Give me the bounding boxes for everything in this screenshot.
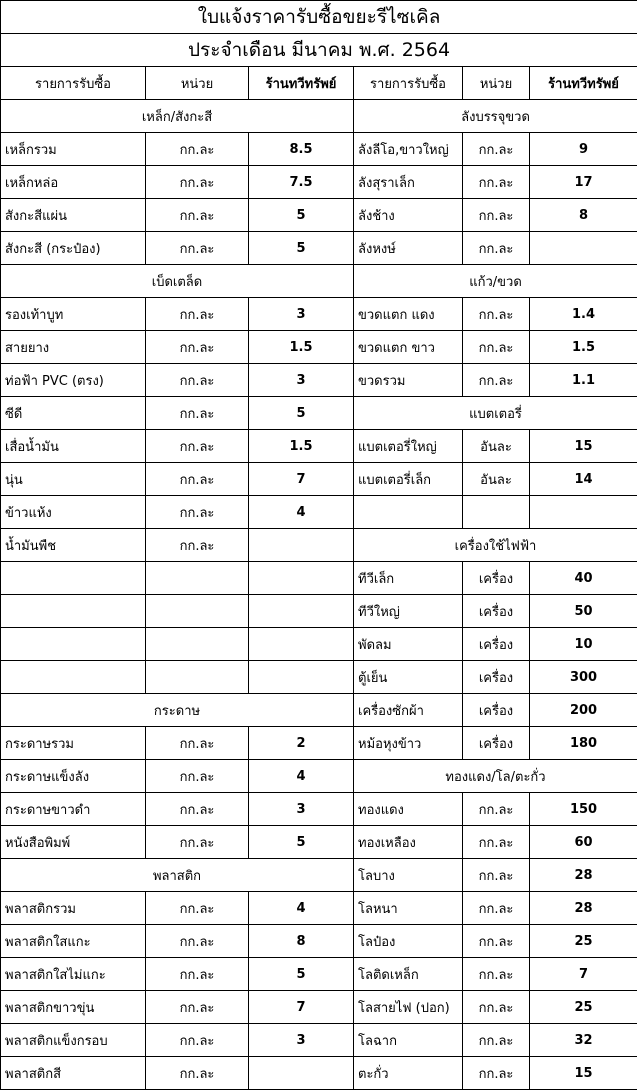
- item-unit: กก.ละ: [146, 430, 249, 463]
- item-name: พลาสติกแข็งกรอบ: [1, 1024, 146, 1057]
- item-price: 1.5: [530, 331, 637, 364]
- item-name: [354, 496, 463, 529]
- item-name: ลังลีโอ,ขาวใหญ่: [354, 133, 463, 166]
- item-unit: [146, 562, 249, 595]
- item-price: 7.5: [249, 166, 354, 199]
- table-row: [1, 892, 637, 925]
- item-name: ซีดี: [1, 397, 146, 430]
- item-unit: [146, 661, 249, 694]
- item-name: นุ่น: [1, 463, 146, 496]
- item-price: [249, 628, 354, 661]
- item-unit: กก.ละ: [146, 463, 249, 496]
- item-name: โลสายไฟ (ปอก): [354, 991, 463, 1024]
- item-name: แบตเตอรี่ใหญ่: [354, 430, 463, 463]
- item-price: 300: [530, 661, 637, 694]
- table-row: [1, 760, 637, 793]
- table-row: [1, 958, 637, 991]
- item-name: [1, 562, 146, 595]
- item-name: ลังหงษ์: [354, 232, 463, 265]
- item-unit: กก.ละ: [146, 727, 249, 760]
- item-unit: [146, 595, 249, 628]
- item-price: 180: [530, 727, 637, 760]
- item-unit: กก.ละ: [463, 166, 530, 199]
- item-name: โลฉาก: [354, 1024, 463, 1057]
- item-price: 150: [530, 793, 637, 826]
- item-price: 5: [249, 826, 354, 859]
- table-row: [1, 133, 637, 166]
- item-price: 15: [530, 1057, 637, 1090]
- item-name: สังกะสีแผ่น: [1, 199, 146, 232]
- item-price: 15: [530, 430, 637, 463]
- item-name: [1, 595, 146, 628]
- document-subtitle: ประจำเดือน มีนาคม พ.ศ. 2564: [1, 34, 637, 67]
- item-unit: กก.ละ: [146, 793, 249, 826]
- table-row: [1, 298, 637, 331]
- item-price: [530, 232, 637, 265]
- item-name: กระดาษขาวดำ: [1, 793, 146, 826]
- section-header: แบตเตอรี่: [354, 397, 637, 430]
- item-name: พัดลม: [354, 628, 463, 661]
- header-unit-right: หน่วย: [463, 67, 530, 100]
- item-price: 5: [249, 199, 354, 232]
- item-unit: กก.ละ: [463, 331, 530, 364]
- item-price: 17: [530, 166, 637, 199]
- item-price: 1.5: [249, 430, 354, 463]
- item-unit: กก.ละ: [463, 364, 530, 397]
- item-price: 4: [249, 892, 354, 925]
- item-name: ตะกั่ว: [354, 1057, 463, 1090]
- section-header: เหล็ก/สังกะสี: [1, 100, 354, 133]
- item-unit: [463, 496, 530, 529]
- item-name: ท่อฟ้า PVC (ตรง): [1, 364, 146, 397]
- item-unit: กก.ละ: [463, 925, 530, 958]
- table-row: [1, 925, 637, 958]
- item-unit: กก.ละ: [146, 1057, 249, 1090]
- item-unit: กก.ละ: [463, 826, 530, 859]
- item-unit: กก.ละ: [146, 958, 249, 991]
- table-row: [1, 232, 637, 265]
- item-name: หนังสือพิมพ์: [1, 826, 146, 859]
- item-unit: กก.ละ: [146, 397, 249, 430]
- item-unit: เครื่อง: [463, 694, 530, 727]
- table-row: [1, 661, 637, 694]
- item-name: โลบาง: [354, 859, 463, 892]
- table-row: [1, 595, 637, 628]
- header-item-left: รายการรับซื้อ: [1, 67, 146, 100]
- item-unit: เครื่อง: [463, 661, 530, 694]
- item-price: 60: [530, 826, 637, 859]
- item-price: 3: [249, 1024, 354, 1057]
- item-name: พลาสติกรวม: [1, 892, 146, 925]
- item-price: 5: [249, 232, 354, 265]
- item-name: เสื่อน้ำมัน: [1, 430, 146, 463]
- item-name: พลาสติกใสไม่แกะ: [1, 958, 146, 991]
- table-row: [1, 826, 637, 859]
- item-price: 8: [530, 199, 637, 232]
- item-name: ทองแดง: [354, 793, 463, 826]
- item-name: รองเท้าบูท: [1, 298, 146, 331]
- item-price: 8.5: [249, 133, 354, 166]
- item-unit: กก.ละ: [146, 892, 249, 925]
- item-name: โลติดเหล็ก: [354, 958, 463, 991]
- item-name: ขวดรวม: [354, 364, 463, 397]
- item-unit: กก.ละ: [146, 364, 249, 397]
- item-name: แบตเตอรี่เล็ก: [354, 463, 463, 496]
- item-name: ลังสุราเล็ก: [354, 166, 463, 199]
- item-unit: กก.ละ: [146, 925, 249, 958]
- item-unit: เครื่อง: [463, 595, 530, 628]
- table-row: [1, 166, 637, 199]
- item-unit: อันละ: [463, 463, 530, 496]
- item-price: 5: [249, 958, 354, 991]
- item-price: [249, 595, 354, 628]
- item-price: 28: [530, 859, 637, 892]
- table-row: [1, 562, 637, 595]
- item-name: สังกะสี (กระป๋อง): [1, 232, 146, 265]
- item-name: พลาสติกสี: [1, 1057, 146, 1090]
- header-unit-left: หน่วย: [146, 67, 249, 100]
- item-unit: กก.ละ: [146, 826, 249, 859]
- item-price: 5: [249, 397, 354, 430]
- item-price: 50: [530, 595, 637, 628]
- item-price: 8: [249, 925, 354, 958]
- item-price: 1.5: [249, 331, 354, 364]
- item-name: พลาสติกใสแกะ: [1, 925, 146, 958]
- item-price: [249, 562, 354, 595]
- item-price: 32: [530, 1024, 637, 1057]
- item-unit: กก.ละ: [463, 892, 530, 925]
- item-price: 40: [530, 562, 637, 595]
- item-name: ลังช้าง: [354, 199, 463, 232]
- table-row: [1, 364, 637, 397]
- item-unit: กก.ละ: [146, 760, 249, 793]
- table-row: [1, 1057, 637, 1090]
- item-name: สายยาง: [1, 331, 146, 364]
- table-row: [1, 265, 637, 298]
- table-row: [1, 100, 637, 133]
- item-unit: อันละ: [463, 430, 530, 463]
- item-unit: กก.ละ: [463, 199, 530, 232]
- item-unit: กก.ละ: [463, 793, 530, 826]
- item-name: น้ำมันพืช: [1, 529, 146, 562]
- item-price: 9: [530, 133, 637, 166]
- item-unit: กก.ละ: [463, 232, 530, 265]
- header-item-right: รายการรับซื้อ: [354, 67, 463, 100]
- item-price: 4: [249, 496, 354, 529]
- item-name: ทีวีเล็ก: [354, 562, 463, 595]
- item-unit: กก.ละ: [463, 958, 530, 991]
- table-row: [1, 727, 637, 760]
- item-price: 10: [530, 628, 637, 661]
- table-row: [1, 430, 637, 463]
- table-row: [1, 859, 637, 892]
- item-name: หม้อหุงข้าว: [354, 727, 463, 760]
- section-header: พลาสติก: [1, 859, 354, 892]
- table-row: [1, 1024, 637, 1057]
- item-name: เครื่องซักผ้า: [354, 694, 463, 727]
- item-unit: กก.ละ: [463, 298, 530, 331]
- item-price: 14: [530, 463, 637, 496]
- item-price: 25: [530, 925, 637, 958]
- header-shop-left: ร้านทวีทรัพย์: [249, 67, 354, 100]
- table-row: [1, 496, 637, 529]
- table-row: [1, 694, 637, 727]
- item-name: ตู้เย็น: [354, 661, 463, 694]
- section-header: ลังบรรจุขวด: [354, 100, 637, 133]
- item-unit: กก.ละ: [463, 1024, 530, 1057]
- item-price: 1.4: [530, 298, 637, 331]
- item-price: 200: [530, 694, 637, 727]
- item-name: เหล็กรวม: [1, 133, 146, 166]
- item-price: 3: [249, 793, 354, 826]
- table-row: [1, 529, 637, 562]
- item-name: ข้าวแห้ง: [1, 496, 146, 529]
- item-name: ทองเหลือง: [354, 826, 463, 859]
- item-unit: กก.ละ: [146, 991, 249, 1024]
- item-name: โลป๋อง: [354, 925, 463, 958]
- item-unit: กก.ละ: [146, 529, 249, 562]
- item-unit: กก.ละ: [146, 1024, 249, 1057]
- item-price: 2: [249, 727, 354, 760]
- item-price: 7: [249, 463, 354, 496]
- item-name: กระดาษแข็งลัง: [1, 760, 146, 793]
- item-unit: กก.ละ: [146, 298, 249, 331]
- item-name: กระดาษรวม: [1, 727, 146, 760]
- item-unit: กก.ละ: [463, 859, 530, 892]
- item-price: [249, 661, 354, 694]
- item-price: 25: [530, 991, 637, 1024]
- table-row: [1, 331, 637, 364]
- table-row: [1, 199, 637, 232]
- item-unit: กก.ละ: [463, 991, 530, 1024]
- table-row: [1, 397, 637, 430]
- item-name: [1, 628, 146, 661]
- item-price: 4: [249, 760, 354, 793]
- item-unit: เครื่อง: [463, 628, 530, 661]
- table-row: [1, 991, 637, 1024]
- item-unit: กก.ละ: [146, 232, 249, 265]
- item-price: 3: [249, 298, 354, 331]
- item-unit: เครื่อง: [463, 562, 530, 595]
- item-name: [1, 661, 146, 694]
- table-row: [1, 793, 637, 826]
- item-name: ทีวีใหญ่: [354, 595, 463, 628]
- item-unit: เครื่อง: [463, 727, 530, 760]
- item-unit: กก.ละ: [146, 133, 249, 166]
- item-name: ขวดแตก ขาว: [354, 331, 463, 364]
- item-name: เหล็กหล่อ: [1, 166, 146, 199]
- header-shop-right: ร้านทวีทรัพย์: [530, 67, 637, 100]
- item-price: 3: [249, 364, 354, 397]
- item-unit: กก.ละ: [146, 199, 249, 232]
- item-price: [530, 496, 637, 529]
- section-header: ทองแดง/โล/ตะกั่ว: [354, 760, 637, 793]
- item-price: [249, 1057, 354, 1090]
- section-header: กระดาษ: [1, 694, 354, 727]
- item-name: โลหนา: [354, 892, 463, 925]
- item-unit: กก.ละ: [463, 133, 530, 166]
- item-unit: กก.ละ: [146, 496, 249, 529]
- item-price: 28: [530, 892, 637, 925]
- item-unit: กก.ละ: [146, 166, 249, 199]
- table-row: [1, 628, 637, 661]
- document-title: ใบแจ้งราคารับซื้อขยะรีไซเคิล: [1, 1, 637, 34]
- item-name: ขวดแตก แดง: [354, 298, 463, 331]
- section-header: แก้ว/ขวด: [354, 265, 637, 298]
- item-unit: กก.ละ: [146, 331, 249, 364]
- item-price: 7: [530, 958, 637, 991]
- section-header: เครื่องใช้ไฟฟ้า: [354, 529, 637, 562]
- item-price: [249, 529, 354, 562]
- section-header: เบ็ดเตล็ด: [1, 265, 354, 298]
- item-price: 1.1: [530, 364, 637, 397]
- item-price: 7: [249, 991, 354, 1024]
- item-unit: [146, 628, 249, 661]
- table-row: [1, 463, 637, 496]
- item-unit: กก.ละ: [463, 1057, 530, 1090]
- item-name: พลาสติกขาวขุ่น: [1, 991, 146, 1024]
